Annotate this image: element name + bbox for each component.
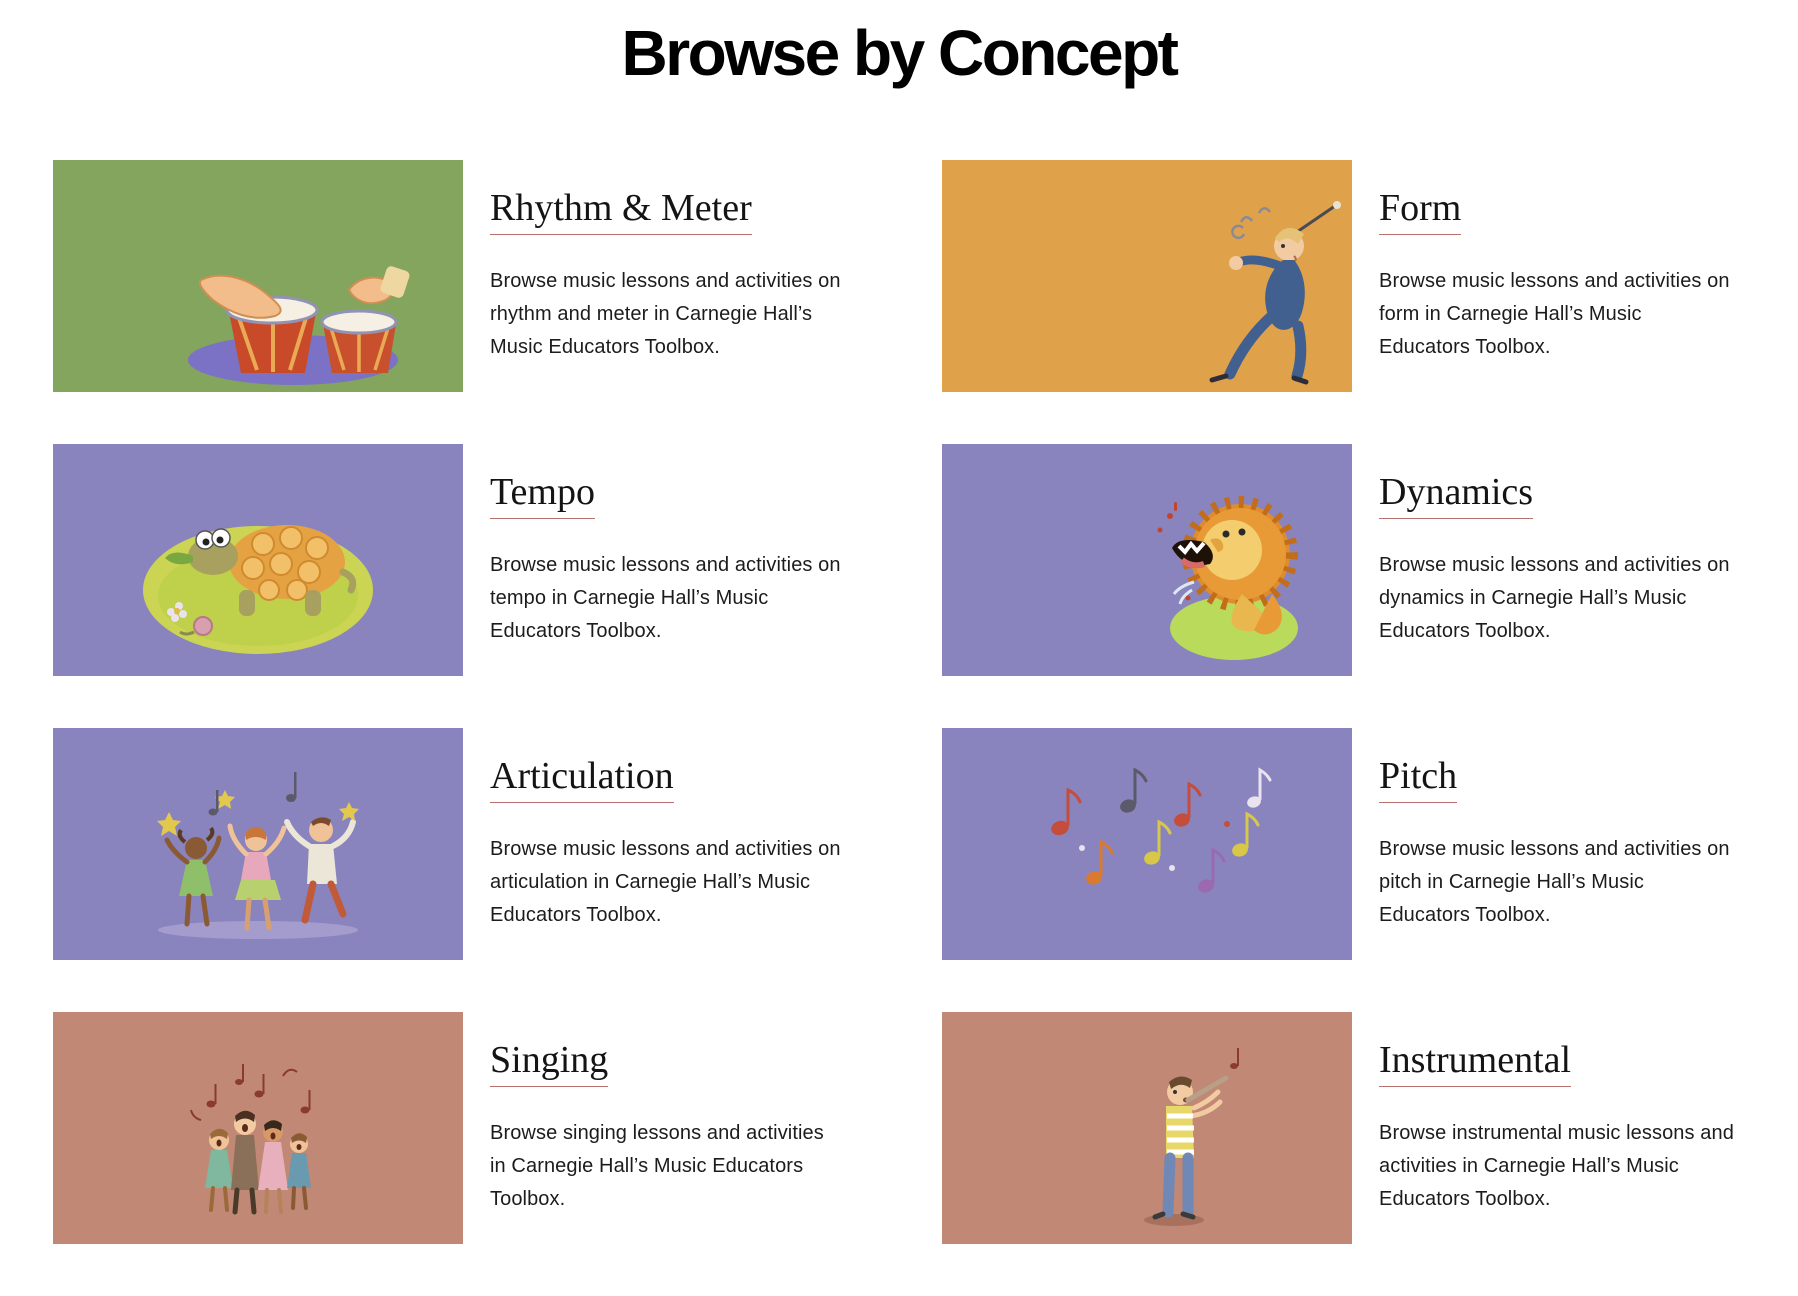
concept-card-pitch[interactable] [942, 728, 1734, 960]
card-description: Browse music lessons and activities on articulation in Carnegie Hall’s Music Educators Toolbox. [490, 837, 841, 926]
concept-card-form[interactable] [942, 160, 1734, 392]
card-title-link[interactable]: Rhythm & Meter [490, 189, 845, 235]
card-body [490, 728, 845, 960]
card-description: Browse music lessons and activities on form in Carnegie Hall’s Music Educators Toolbox. [1379, 269, 1730, 358]
card-title-link[interactable]: Dynamics [1379, 473, 1734, 519]
articulation-image[interactable] [53, 728, 463, 960]
concept-card-instrumental[interactable] [942, 1012, 1734, 1244]
singing-image[interactable] [53, 1012, 463, 1244]
dynamics-image[interactable] [942, 444, 1352, 676]
card-description: Browse singing lessons and activities in Carnegie Hall’s Music Educators Toolbox. [490, 1121, 824, 1210]
bongo-drums-illustration [53, 160, 463, 392]
card-body [1379, 444, 1734, 676]
card-body [490, 160, 845, 392]
card-title-link[interactable]: Form [1379, 189, 1734, 235]
concept-card-singing[interactable] [53, 1012, 845, 1244]
card-body [1379, 1012, 1734, 1244]
concept-grid [53, 160, 1745, 1244]
card-description: Browse music lessons and activities on pitch in Carnegie Hall’s Music Educators Toolbox. [1379, 837, 1730, 926]
flute-player-illustration [942, 1012, 1352, 1244]
card-body [490, 1012, 845, 1244]
tortoise-illustration [53, 444, 463, 676]
card-body [1379, 728, 1734, 960]
card-title-link[interactable]: Tempo [490, 473, 845, 519]
pitch-image[interactable] [942, 728, 1352, 960]
instrumental-image[interactable] [942, 1012, 1352, 1244]
concept-card-rhythm-meter[interactable] [53, 160, 845, 392]
form-image[interactable] [942, 160, 1352, 392]
page-title: Browse by Concept [621, 17, 1177, 89]
music-notes-illustration [942, 728, 1352, 960]
tempo-image[interactable] [53, 444, 463, 676]
concept-card-dynamics[interactable] [942, 444, 1734, 676]
card-title-link[interactable]: Pitch [1379, 757, 1734, 803]
card-title-link[interactable]: Articulation [490, 757, 845, 803]
roaring-lion-illustration [942, 444, 1352, 676]
card-description: Browse instrumental music lessons and activities in Carnegie Hall’s Music Educators Toolbox. [1379, 1121, 1734, 1210]
card-description: Browse music lessons and activities on dynamics in Carnegie Hall’s Music Educators Toolbox. [1379, 553, 1730, 642]
singing-group-illustration [53, 1012, 463, 1244]
conductor-illustration [942, 160, 1352, 392]
card-title-link[interactable]: Singing [490, 1041, 845, 1087]
card-title-link[interactable]: Instrumental [1379, 1041, 1734, 1087]
dancing-children-illustration [53, 728, 463, 960]
rhythm-meter-image[interactable] [53, 160, 463, 392]
card-description: Browse music lessons and activities on rhythm and meter in Carnegie Hall’s Music Educators Toolbox. [490, 269, 841, 358]
card-body [1379, 160, 1734, 392]
card-body [490, 444, 845, 676]
concept-card-articulation[interactable] [53, 728, 845, 960]
card-description: Browse music lessons and activities on tempo in Carnegie Hall’s Music Educators Toolbox. [490, 553, 841, 642]
concept-card-tempo[interactable] [53, 444, 845, 676]
